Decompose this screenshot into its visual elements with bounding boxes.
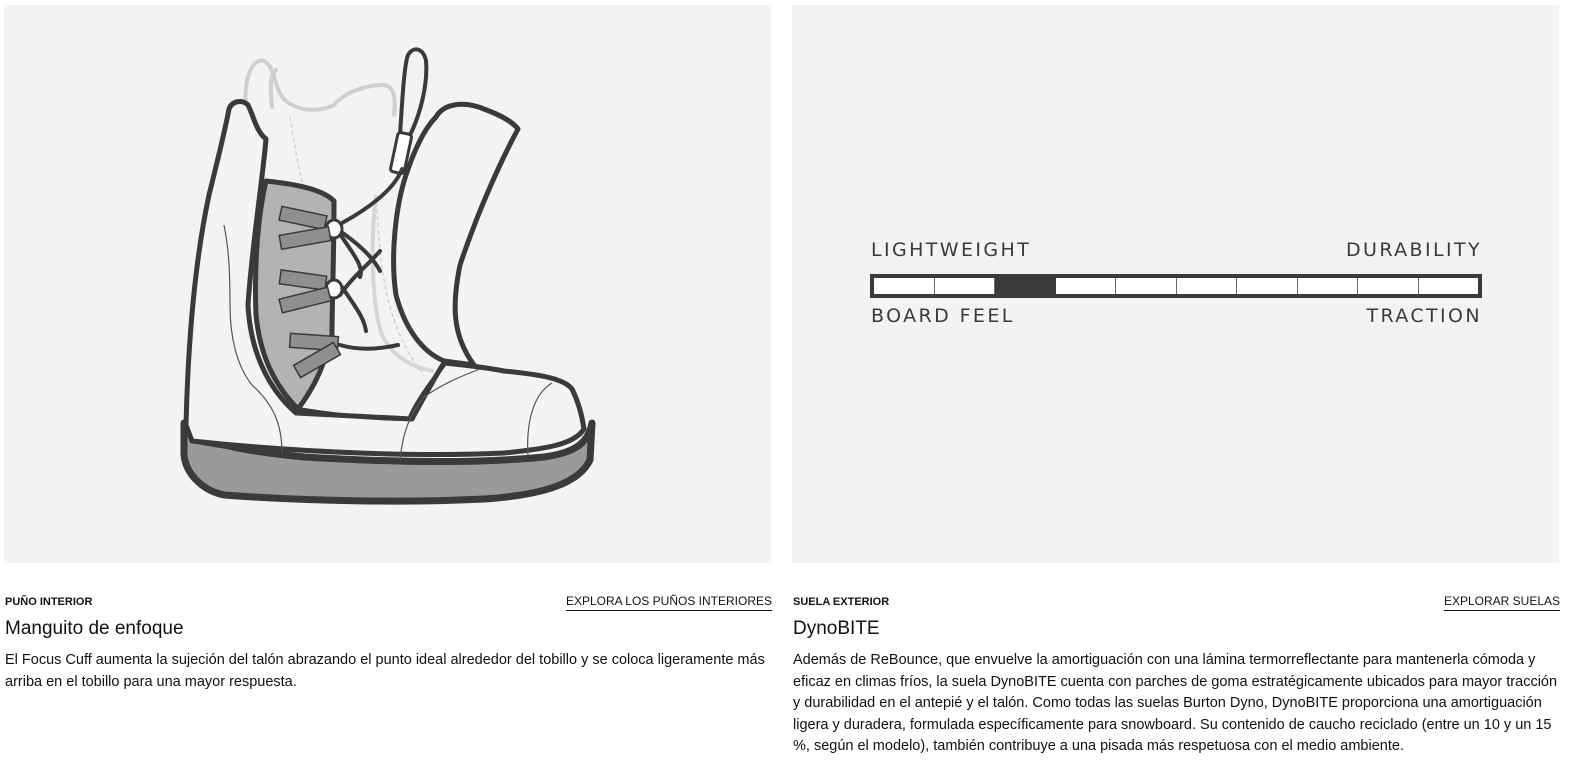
- feature-eyebrow: PUÑO INTERIOR: [5, 596, 93, 608]
- scale-segment: [1419, 278, 1479, 294]
- explore-cuffs-link[interactable]: EXPLORA LOS PUÑOS INTERIORES: [566, 594, 772, 611]
- snowboard-boot-illustration: [4, 5, 771, 563]
- boot-image-panel: [4, 5, 771, 563]
- feature-title: Manguito de enfoque: [5, 618, 184, 639]
- scale-label-board-feel: BOARD FEEL: [871, 305, 1015, 327]
- scale-segment: [1177, 278, 1238, 294]
- scale-label-traction: TRACTION: [1366, 305, 1482, 327]
- scale-segment: [1298, 278, 1359, 294]
- explore-outsoles-link[interactable]: EXPLORAR SUELAS: [1444, 594, 1560, 611]
- scale-bar: [870, 274, 1482, 298]
- scale-segment: [1237, 278, 1298, 294]
- feature-title: DynoBITE: [793, 618, 880, 639]
- scale-segment: [1358, 278, 1419, 294]
- scale-segment-active: [995, 278, 1056, 294]
- feature-description: El Focus Cuff aumenta la sujeción del talón abrazando el punto ideal alrededor del tobillo y se coloca ligeramente más arriba en el tobillo para una mayor respuesta.: [5, 652, 765, 690]
- feature-eyebrow: SUELA EXTERIOR: [793, 596, 890, 608]
- scale-segment: [1116, 278, 1177, 294]
- scale-segment: [935, 278, 996, 294]
- scale-label-durability: DURABILITY: [1345, 239, 1482, 261]
- feature-description: Además de ReBounce, que envuelve la amortiguación con una lámina termorreflectante para mantenerla cómoda y eficaz en climas fríos, la suela DynoBITE cuenta con parches de goma estratégicamente ubicados para mayor tracción y durabilidad en el antepié y el talón. Como todas las suelas Burton Dyno, DynoBITE proporciona una amortiguación ligera y duradera, formulada específicamente para snowboard. Su contenido de caucho reciclado (entre un 10 y un 15 %, según el modelo), también contribuye a una pisada más respetuosa con el medio ambiente.: [793, 652, 1558, 755]
- outsole-scale-panel: [792, 5, 1559, 563]
- scale-segment: [1056, 278, 1117, 294]
- scale-label-lightweight: LIGHTWEIGHT: [871, 239, 1032, 261]
- scale-segment: [874, 278, 935, 294]
